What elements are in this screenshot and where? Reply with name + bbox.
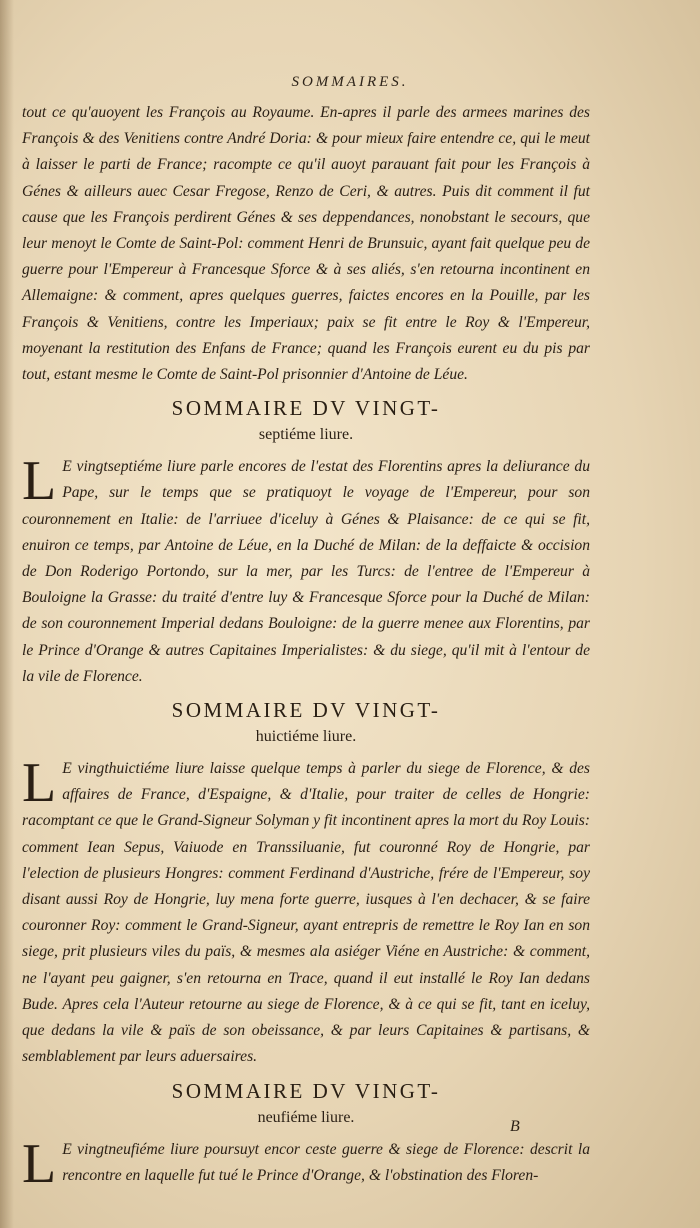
- drop-cap: L: [22, 752, 57, 815]
- section-title: SOMMAIRE DV VINGT-: [171, 1078, 441, 1103]
- section-paragraph-29: [22, 1132, 590, 1195]
- intro-paragraph: [22, 100, 590, 388]
- section-subtitle: septiéme liure.: [258, 426, 354, 444]
- section-subtitle: neufiéme liure.: [257, 1108, 355, 1126]
- section-text: E vingthuictiéme liure laisse quelque temps à parler du siege de Florence, & des affaires de France, d'Espaigne, & d'Italie, pour traiter de celles de Hongrie: racomptant ce que le Grand-Signeur Solyman y fit incontinent apres la mort du Roy Louis: comment Iean Sepus, Vaiuode en Transsiluanie, fut couronné Roy de Hongrie, par l'election de plusieurs Hongres: comment Ferdinand d'Austriche, frére de l'Empereur, soy disant aussi Roy de Hongrie, luy mena forte guerre, iusques à l'en dechacer, & se faire couronner Roy: comment le Grand-Signeur, ayant entrepris de remettre le Roy Ian en son siege, prit plusieurs viles du païs, & mesmes ala asiéger Viéne en Austriche: & comment, ne l'ayant peu gaigner, s'en retourna en Trace, quand il eut installé le Roy Ian dedans Bude. Apres cela l'Auteur retourne au siege de Florence, & à ce qui se fit, tant en iceluy, que dedans la vile & païs de son obeissance, & par leurs Capitaines & partisans, & semblablement par leurs aduersaires.: [22, 760, 590, 1066]
- section-heading-29: [22, 1077, 590, 1131]
- drop-cap: L: [22, 1132, 57, 1195]
- section-text: E vingtneufiéme liure poursuyt encor ceste guerre & siege de Florence: descrit la rencontre en laquelle fut tué le Prince d'Orange, & l'obstination des Floren-: [62, 1140, 590, 1184]
- section-paragraph-28: [22, 752, 590, 1070]
- section-title: SOMMAIRE DV VINGT-: [171, 396, 441, 421]
- intro-text: tout ce qu'auoyent les François au Royaume. En-apres il parle des armees marines des François & des Venitiens contre André Doria: & pour mieux faire entendre ce, qui le meut à laisser le parti de France; racompte ce qu'il auoyt parauant fait pour les François à Génes & ailleurs auec Cesar Fregose, Renzo de Ceri, & autres. Puis dit comment il fut cause que les François perdirent Génes & ses deppendances, nonobstant le secours, que leur menoyt le Comte de Saint-Pol: comment Henri de Brunsuic, ayant fait quelque peu de guerre pour l'Empereur à Francesque Sforce & à ses aliés, s'en retourna incontinent en Allemaigne: & comment, apres quelques guerres, faictes encores en la Pouille, par les François & Venitiens, contre les Imperiaux; paix se fit entre le Roy & l'Empereur, moyenant la restitution des Enfans de France; quand les François eurent eu du pis par tout, estant mesme le Comte de Saint-Pol prisonnier d'Antoine de Léue.: [22, 104, 590, 384]
- section-heading-28: [22, 696, 590, 750]
- section-paragraph-27: [22, 450, 590, 690]
- section-heading-27: [22, 394, 590, 448]
- drop-cap: L: [22, 450, 57, 513]
- signature-mark: B: [510, 1118, 520, 1135]
- section-subtitle: huictiéme liure.: [255, 728, 357, 746]
- text-block: [22, 100, 590, 1195]
- section-text: E vingtseptiéme liure parle encores de l'estat des Florentins apres la deliurance du Pape, sur le temps que se pratiquoyt le voyage de l'Empereur, pour son couronnement en Italie: de l'arriuee d'iceluy à Génes & Plaisance: de ce qui se fit, enuiron ce temps, par Antoine de Léue, en la Duché de Milan: de la deffaicte & occision de Don Roderigo Portondo, sur la mer, par les Turcs: de l'entree de l'Empereur à Bouloigne la Grasse: du traité d'entre luy & Francesque Sforce pour la Duché de Milan: de son couronnement Imperial dedans Bouloigne: de la guerre menee aux Florentins, par le Prince d'Orange & autres Capitaines Imperialistes: & du siege, qu'il mit à l'entour de la vile de Florence.: [22, 458, 590, 685]
- running-head: SOMMAIRES.: [291, 74, 409, 90]
- section-title: SOMMAIRE DV VINGT-: [171, 698, 441, 723]
